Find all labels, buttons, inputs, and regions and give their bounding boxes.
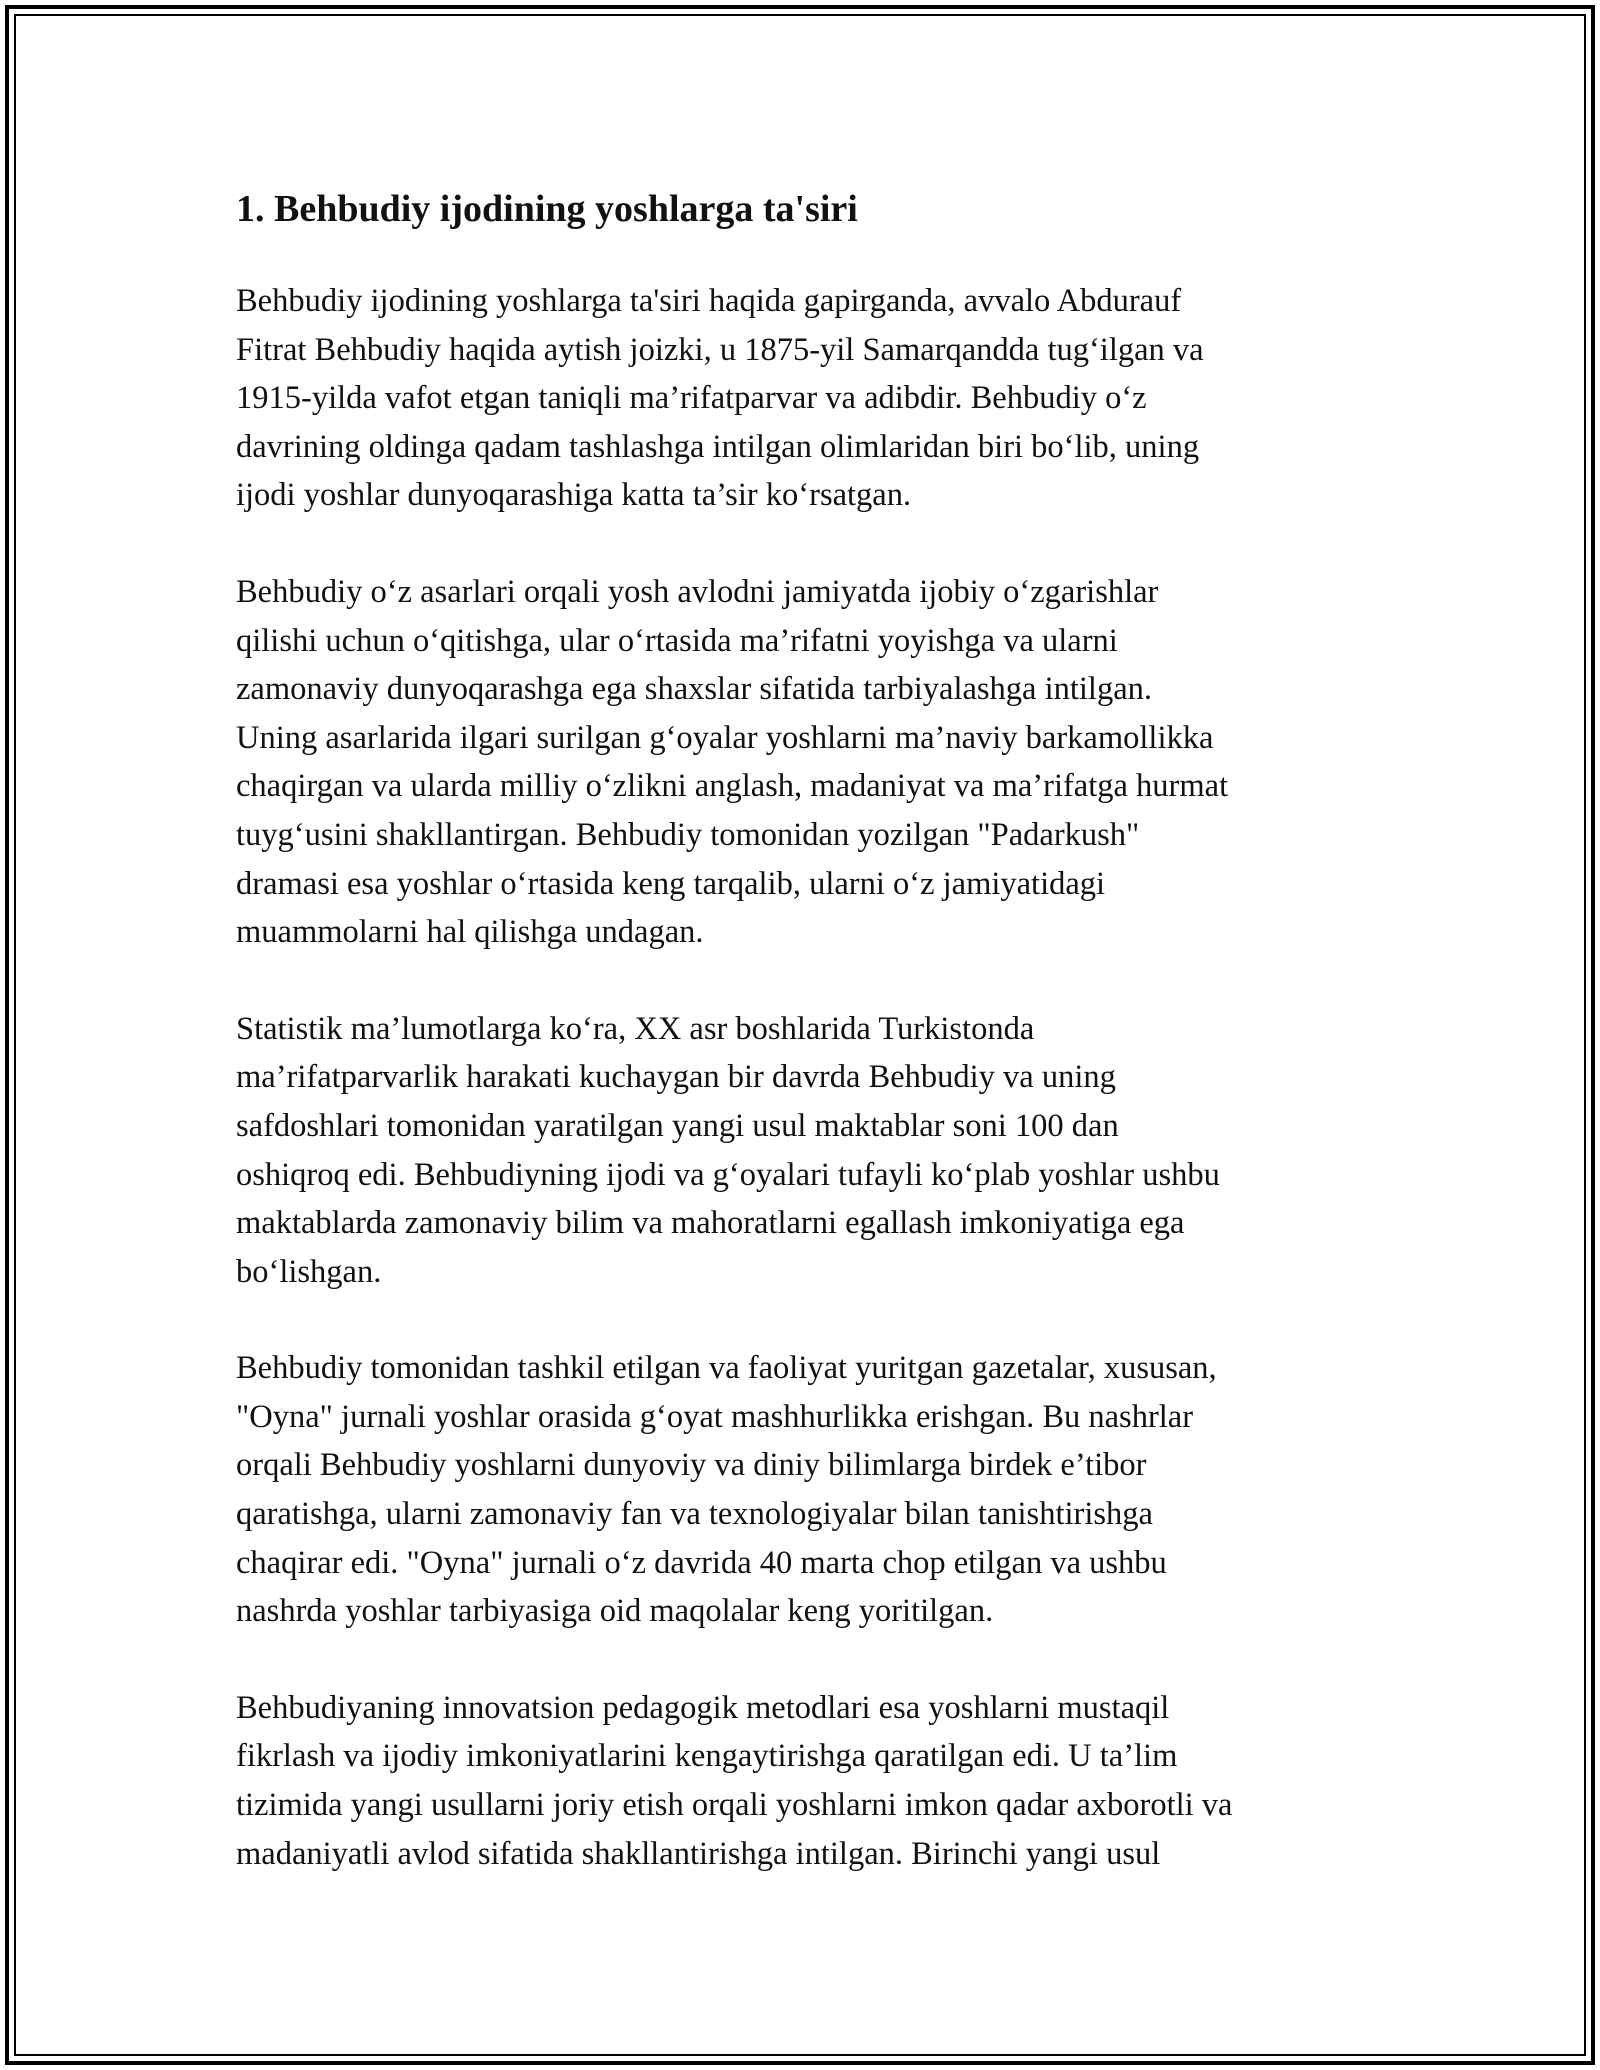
page-content: [236, 185, 1368, 1878]
paragraph-line: "Oyna" jurnali yoshlar orasida g‘oyat mashhurlikka erishgan. Bu nashrlar: [236, 1398, 1194, 1435]
paragraph-line: chaqirgan va ularda milliy o‘zlikni anglash, madaniyat va ma’rifatga hurmat: [236, 768, 1229, 805]
paragraph-line: bo‘lishgan.: [236, 1253, 382, 1290]
paragraph-line: fikrlash va ijodiy imkoniyatlarini kengaytirishga qaratilgan edi. U ta’lim: [236, 1738, 1178, 1775]
paragraph-line: qaratishga, ularni zamonaviy fan va texnologiyalar bilan tanishtirishga: [236, 1496, 1153, 1533]
paragraph-5: [236, 1684, 1368, 1878]
paragraph-line: dramasi esa yoshlar o‘rtasida keng tarqalib, ularni o‘z jamiyatidagi: [236, 865, 1106, 902]
paragraph-line: madaniyatli avlod sifatida shakllantirishga intilgan. Birinchi yangi usul: [236, 1835, 1161, 1872]
paragraph-line: Behbudiy tomonidan tashkil etilgan va faoliyat yuritgan gazetalar, xususan,: [236, 1350, 1217, 1387]
paragraph-line: nashrda yoshlar tarbiyasiga oid maqolalar keng yoritilgan.: [236, 1593, 994, 1630]
paragraph-line: Behbudiyaning innovatsion pedagogik metodlari esa yoshlarni mustaqil: [236, 1689, 1170, 1726]
paragraph-line: Uning asarlarida ilgari surilgan g‘oyalar yoshlarni ma’naviy barkamollikka: [236, 719, 1214, 756]
paragraph-spacer: [236, 1636, 1368, 1684]
paragraph-line: Behbudiy ijodining yoshlarga ta'siri haqida gapirganda, avvalo Abdurauf: [236, 283, 1182, 319]
paragraph-line: tuyg‘usini shakllantirgan. Behbudiy tomonidan yozilgan "Padarkush": [236, 816, 1140, 853]
paragraph-2: [236, 568, 1368, 957]
paragraph-line: oshiqroq edi. Behbudiyning ijodi va g‘oyalari tufayli ko‘plab yoshlar ushbu: [236, 1156, 1220, 1193]
paragraph-spacer: [236, 1296, 1368, 1344]
paragraph-spacer: [236, 520, 1368, 568]
paragraph-line: muammolarni hal qilishga undagan.: [236, 914, 704, 951]
paragraph-3: [236, 1005, 1368, 1297]
paragraph-line: Fitrat Behbudiy haqida aytish joizki, u 1875-yil Samarqandda tug‘ilgan va: [236, 331, 1204, 368]
paragraph-4: [236, 1344, 1368, 1636]
section-heading: 1. Behbudiy ijodining yoshlarga ta'siri: [236, 188, 858, 230]
paragraph-line: zamonaviy dunyoqarashga ega shaxslar sifatida tarbiyalashga intilgan.: [236, 671, 1153, 708]
heading-block: [236, 185, 1368, 277]
paragraph-1: [236, 277, 1368, 520]
paragraph-line: safdoshlari tomonidan yaratilgan yangi usul maktablar soni 100 dan: [236, 1107, 1119, 1144]
paragraph-line: ma’rifatparvarlik harakati kuchaygan bir davrda Behbudiy va uning: [236, 1059, 1116, 1096]
paragraph-line: 1915-yilda vafot etgan taniqli ma’rifatparvar va adibdir. Behbudiy o‘z: [236, 380, 1147, 417]
paragraph-line: ijodi yoshlar dunyoqarashiga katta ta’sir ko‘rsatgan.: [236, 477, 912, 514]
paragraph-line: Statistik ma’lumotlarga ko‘ra, XX asr boshlarida Turkistonda: [236, 1010, 1035, 1047]
paragraph-line: orqali Behbudiy yoshlarni dunyoviy va diniy bilimlarga birdek e’tibor: [236, 1447, 1147, 1484]
paragraph-line: davrining oldinga qadam tashlashga intilgan olimlaridan biri bo‘lib, uning: [236, 428, 1200, 465]
paragraph-line: Behbudiy o‘z asarlari orqali yosh avlodni jamiyatda ijobiy o‘zgarishlar: [236, 573, 1159, 610]
paragraph-spacer: [236, 957, 1368, 1005]
paragraph-line: chaqirar edi. "Oyna" jurnali o‘z davrida 40 marta chop etilgan va ushbu: [236, 1544, 1167, 1581]
paragraph-line: maktablarda zamonaviy bilim va mahoratlarni egallash imkoniyatiga ega: [236, 1205, 1185, 1242]
paragraph-line: qilishi uchun o‘qitishga, ular o‘rtasida ma’rifatni yoyishga va ularni: [236, 622, 1118, 659]
paragraph-line: tizimida yangi usullarni joriy etish orqali yoshlarni imkon qadar axborotli va: [236, 1787, 1233, 1824]
